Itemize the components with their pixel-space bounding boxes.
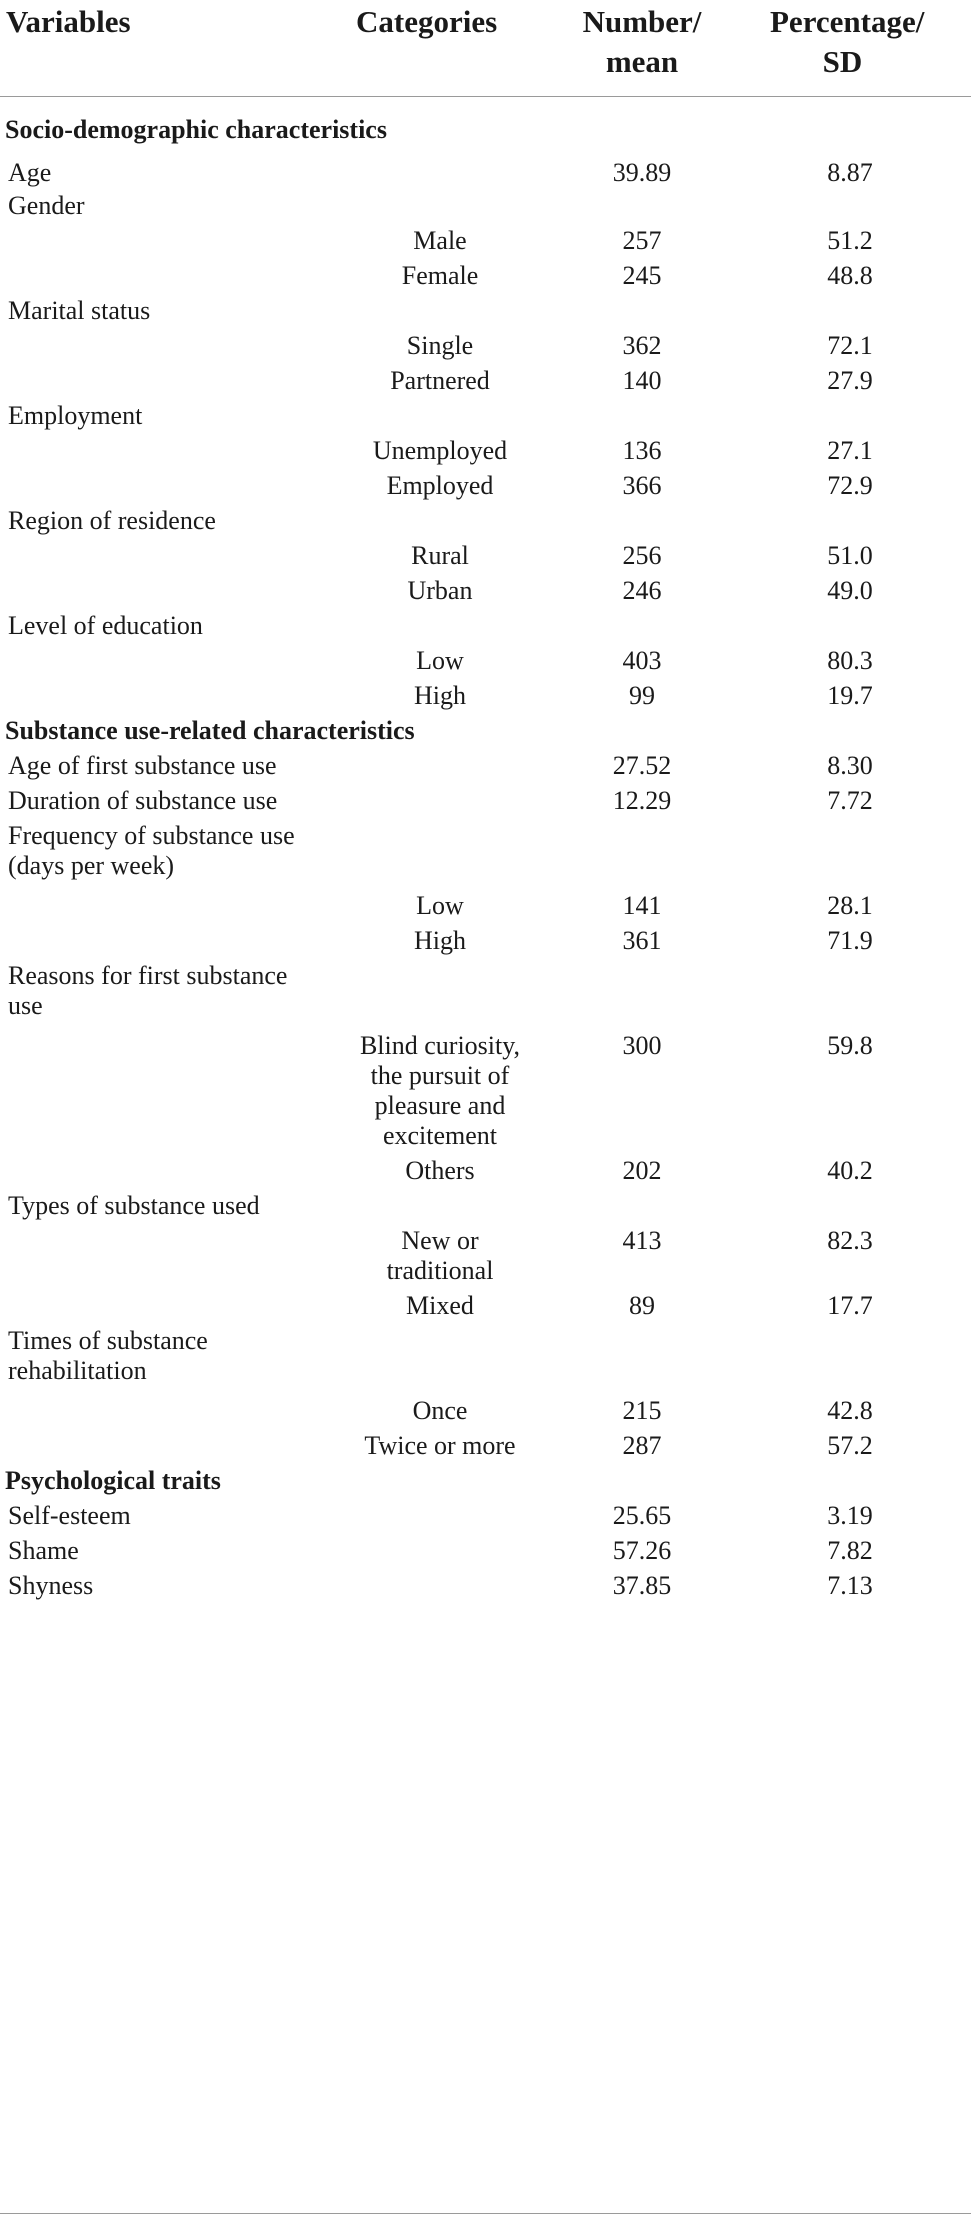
variable-label-line: Times of substance: [8, 1326, 208, 1355]
number-cell: 141: [622, 891, 662, 920]
table-row: [0, 188, 971, 223]
table-row: [0, 1533, 971, 1568]
percentage-cell: 28.1: [827, 891, 873, 920]
table-row: [0, 888, 971, 923]
table-row: [0, 923, 971, 958]
table-row: [0, 1188, 971, 1223]
percentage-cell: 3.19: [827, 1501, 873, 1530]
number-cell: 57.26: [612, 1536, 672, 1565]
number-cell: 202: [622, 1156, 662, 1185]
number-cell: 361: [622, 926, 662, 955]
variable-label: Shyness: [8, 1571, 94, 1600]
percentage-cell: 48.8: [827, 261, 873, 290]
category-cell: High: [414, 926, 466, 955]
header-categories: Categories: [356, 4, 498, 39]
category-line: pleasure and: [374, 1091, 506, 1120]
percentage-cell: 49.0: [827, 576, 873, 605]
percentage-cell: 71.9: [827, 926, 873, 955]
section-row: [0, 713, 971, 748]
number-cell: 300: [622, 1031, 662, 1060]
header-number-mean: [580, 2, 704, 82]
number-cell: 39.89: [612, 158, 672, 187]
category-cell: Male: [413, 226, 467, 255]
variable-label: Types of substance used: [8, 1191, 260, 1220]
variable-label-line: use: [8, 991, 43, 1020]
number-cell: 257: [622, 226, 662, 255]
percentage-cell: 7.82: [827, 1536, 873, 1565]
category-cell: Urban: [407, 576, 473, 605]
category-cell: Partnered: [390, 366, 490, 395]
category-cell: Once: [412, 1396, 468, 1425]
category-cell: Mixed: [406, 1291, 474, 1320]
table-body: [0, 97, 971, 1603]
number-cell: 256: [622, 541, 662, 570]
variable-label: [8, 821, 295, 881]
number-cell: 403: [622, 646, 662, 675]
number-cell: 140: [622, 366, 662, 395]
variable-label-line: (days per week): [8, 851, 175, 880]
number-cell: 12.29: [612, 786, 672, 815]
category-line: excitement: [382, 1121, 498, 1150]
header-number-line1: Number/: [582, 4, 702, 39]
table-row: [0, 958, 971, 1028]
number-cell: 366: [622, 471, 662, 500]
variable-label: Self-esteem: [8, 1501, 131, 1530]
table-row: [0, 1153, 971, 1188]
percentage-cell: 59.8: [827, 1031, 873, 1060]
category-line: traditional: [386, 1256, 494, 1285]
variable-label: Marital status: [8, 296, 151, 325]
table-row: [0, 1223, 971, 1288]
table-bottom-rule: [0, 2213, 971, 2214]
category-cell: Single: [406, 331, 474, 360]
table-row: [0, 1323, 971, 1393]
table-row: [0, 258, 971, 293]
category-cell: Others: [405, 1156, 475, 1185]
percentage-cell: 72.1: [827, 331, 873, 360]
variable-label-line: rehabilitation: [8, 1356, 147, 1385]
variable-label: Shame: [8, 1536, 79, 1565]
category-cell: Twice or more: [364, 1431, 516, 1460]
variable-label-line: Reasons for first substance: [8, 961, 288, 990]
table-row: [0, 398, 971, 433]
table-row: [0, 1498, 971, 1533]
variable-label: Duration of substance use: [8, 786, 278, 815]
section-row: [0, 1463, 971, 1498]
table-row: [0, 363, 971, 398]
table-row: [0, 643, 971, 678]
category-cell: Female: [401, 261, 479, 290]
variable-label: Region of residence: [8, 506, 216, 535]
number-cell: 362: [622, 331, 662, 360]
table-row: [0, 678, 971, 713]
table-row: [0, 608, 971, 643]
table-row: [0, 1393, 971, 1428]
table-row: [0, 1568, 971, 1603]
category-cell: Rural: [411, 541, 469, 570]
header-number-line2: mean: [605, 44, 679, 79]
header-variables: Variables: [6, 4, 131, 39]
category-line: the pursuit of: [370, 1061, 510, 1090]
table-row: [0, 818, 971, 888]
category-cell: Unemployed: [372, 436, 508, 465]
percentage-cell: 17.7: [827, 1291, 873, 1320]
category-cell: [335, 1226, 545, 1286]
variable-label: Gender: [8, 191, 85, 220]
percentage-cell: 42.8: [827, 1396, 873, 1425]
section-title: Substance use-related characteristics: [5, 716, 415, 745]
number-cell: 25.65: [612, 1501, 672, 1530]
variable-label: [8, 1326, 208, 1386]
table-row: [0, 223, 971, 258]
table-row: [0, 293, 971, 328]
category-cell: High: [414, 681, 466, 710]
category-line: New or: [401, 1226, 479, 1255]
variable-label: Employment: [8, 401, 143, 430]
number-cell: 136: [622, 436, 662, 465]
number-cell: 99: [629, 681, 655, 710]
category-line: Blind curiosity,: [359, 1031, 521, 1060]
section-title: Psychological traits: [5, 1466, 221, 1495]
percentage-cell: 27.1: [827, 436, 873, 465]
percentage-cell: 8.87: [827, 158, 873, 187]
percentage-cell: 19.7: [827, 681, 873, 710]
header-percentage-line1: Percentage/: [770, 4, 925, 39]
table-row: [0, 468, 971, 503]
table-row: [0, 328, 971, 363]
percentage-cell: 27.9: [827, 366, 873, 395]
header-percentage-sd: [770, 2, 925, 82]
category-cell: [335, 1031, 545, 1151]
table-row: [0, 1028, 971, 1153]
variable-label: Age of first substance use: [8, 751, 277, 780]
section-title: Socio-demographic characteristics: [5, 115, 387, 144]
category-cell: Low: [416, 646, 464, 675]
table-row: [0, 748, 971, 783]
percentage-cell: 72.9: [827, 471, 873, 500]
number-cell: 37.85: [612, 1571, 672, 1600]
percentage-cell: 51.0: [827, 541, 873, 570]
number-cell: 246: [622, 576, 662, 605]
variable-label: [8, 961, 287, 1021]
table-row: [0, 538, 971, 573]
percentage-cell: 40.2: [827, 1156, 873, 1185]
section-row: [0, 105, 971, 153]
number-cell: 215: [622, 1396, 662, 1425]
category-cell: Employed: [386, 471, 494, 500]
percentage-cell: 8.30: [827, 751, 873, 780]
table-row: [0, 1288, 971, 1323]
table-row: [0, 783, 971, 818]
table-row: [0, 573, 971, 608]
number-cell: 27.52: [612, 751, 672, 780]
variable-label: Age: [8, 158, 52, 187]
percentage-cell: 82.3: [827, 1226, 873, 1255]
percentage-cell: 51.2: [827, 226, 873, 255]
table-row: [0, 503, 971, 538]
variable-label-line: Frequency of substance use: [8, 821, 295, 850]
percentage-cell: 80.3: [827, 646, 873, 675]
percentage-cell: 57.2: [827, 1431, 873, 1460]
table-row: [0, 153, 971, 188]
table-header: [0, 0, 971, 97]
number-cell: 89: [629, 1291, 655, 1320]
number-cell: 413: [622, 1226, 662, 1255]
percentage-cell: 7.13: [827, 1571, 873, 1600]
header-percentage-line2: SD: [822, 44, 863, 79]
number-cell: 287: [622, 1431, 662, 1460]
table-row: [0, 433, 971, 468]
percentage-cell: 7.72: [827, 786, 873, 815]
number-cell: 245: [622, 261, 662, 290]
variable-label: Level of education: [8, 611, 203, 640]
category-cell: Low: [416, 891, 464, 920]
table-row: [0, 1428, 971, 1463]
